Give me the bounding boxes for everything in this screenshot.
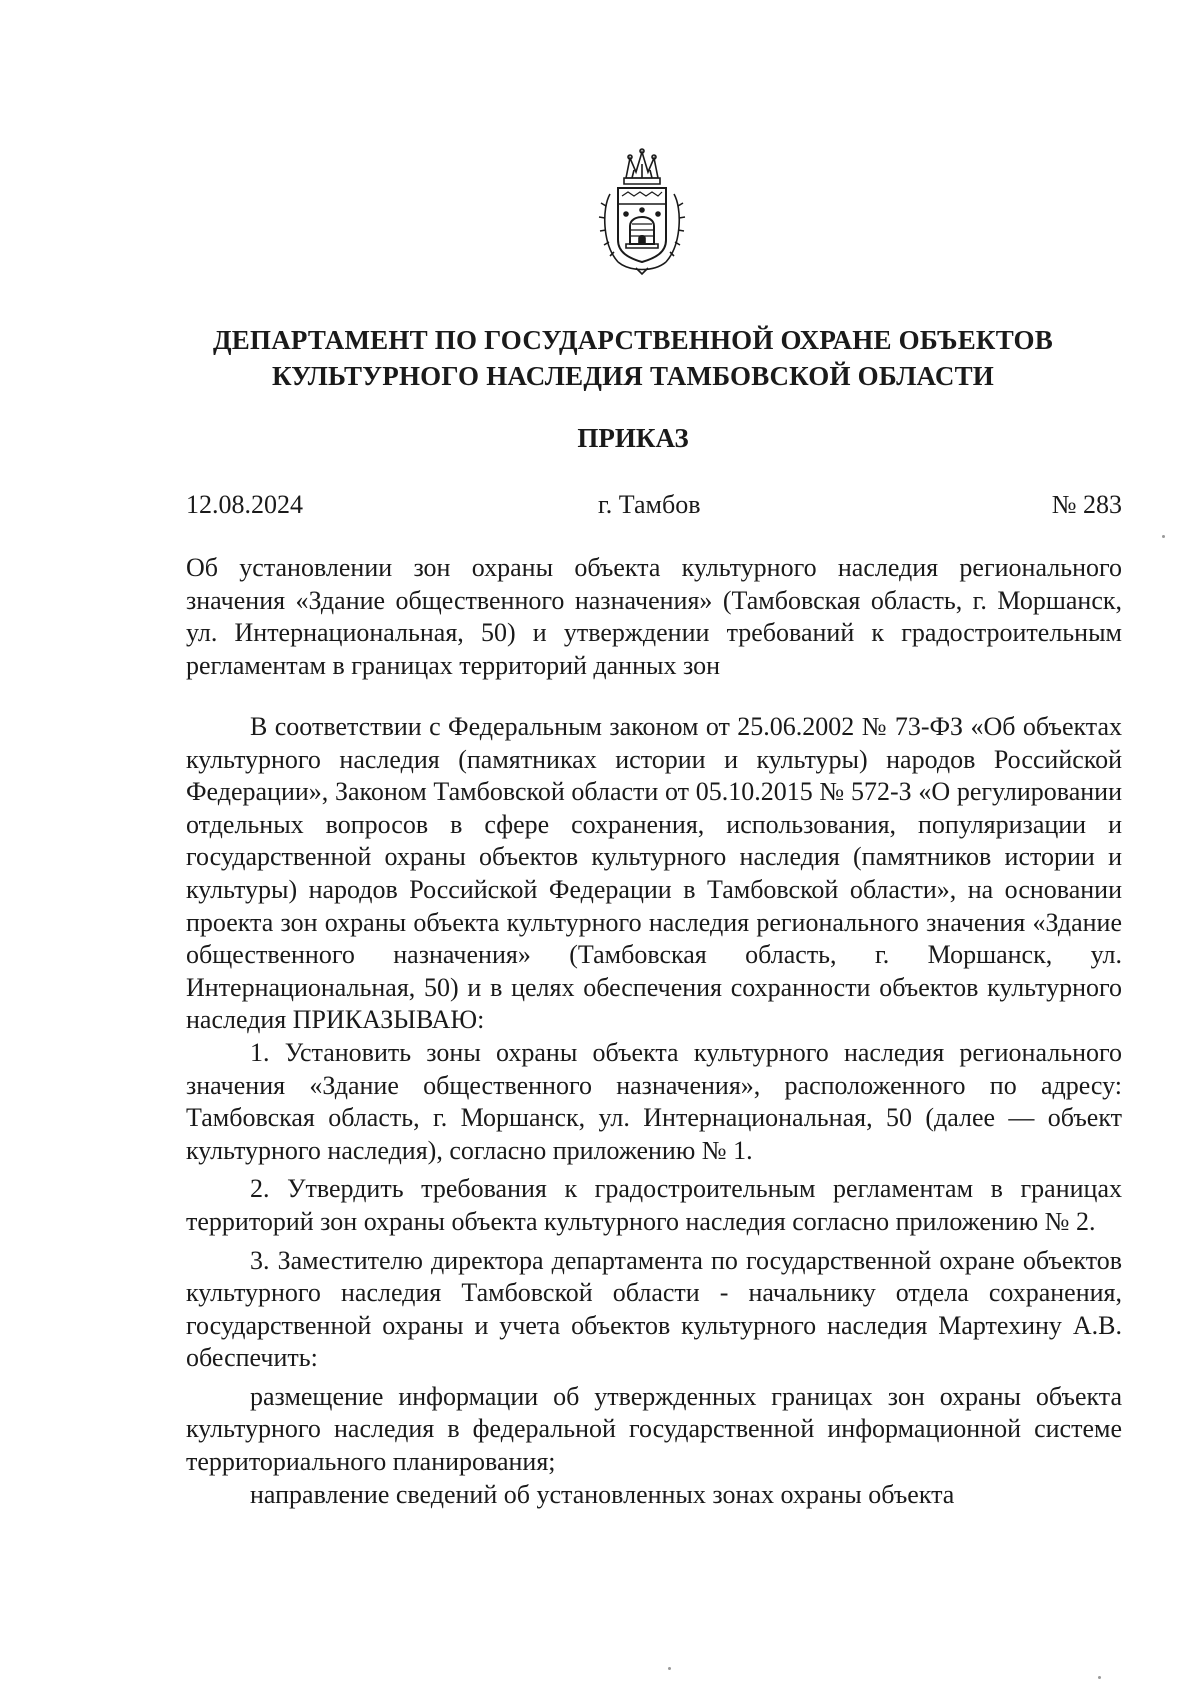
item-3-subitem-1: размещение информации об утвержденных границах зон охраны объекта культурного наследия в федеральной государственной информационной системе территориального планирования; bbox=[186, 1381, 1122, 1477]
order-subject bbox=[186, 552, 1122, 682]
document-type: ПРИКАЗ bbox=[577, 423, 689, 453]
item-3-paragraph: 3. Заместителю директора департамента по государственной охране объектов культурного наследия Тамбовской области - начальнику отдела сохранения, государственной охраны и учета объектов культурного наследия Мартехину А.В. обеспечить: bbox=[186, 1245, 1122, 1373]
order-date: 12.08.2024 bbox=[186, 490, 303, 519]
order-city: г. Тамбов bbox=[598, 490, 701, 519]
coat-of-arms-icon bbox=[596, 148, 688, 276]
order-number: № 283 bbox=[1051, 490, 1122, 519]
department-name-line1: ДЕПАРТАМЕНТ ПО ГОСУДАРСТВЕННОЙ ОХРАНЕ ОБЪЕКТОВ bbox=[213, 325, 1053, 355]
order-body bbox=[186, 711, 1122, 1511]
item-1-paragraph: 1. Установить зоны охраны объекта культурного наследия регионального значения «Здание общественного назначения», расположенного по адресу: Тамбовская область, г. Моршанск, ул. Интернациональная, 50 (далее — объект культурного наследия), согласно приложению № 1. bbox=[186, 1037, 1122, 1165]
scan-speck bbox=[668, 1667, 671, 1670]
preamble-paragraph: В соответствии с Федеральным законом от 25.06.2002 № 73-ФЗ «Об объектах культурного наследия (памятниках истории и культуры) народов Российской Федерации», Законом Тамбовской области от 05.10.2015 № 572-З «О регулировании отдельных вопросов в сфере сохранения, использования, популяризации и государственной охраны объектов культурного наследия (памятников истории и культуры) народов Российской Федерации в Тамбовской области», на основании проекта зон охраны объекта культурного наследия регионального значения «Здание общественного назначения» (Тамбовская область, г. Моршанск, ул. Интернациональная, 50) и в целях обеспечения сохранности объектов культурного наследия ПРИКАЗЫВАЮ: bbox=[186, 712, 1122, 1035]
scan-speck bbox=[1162, 535, 1165, 538]
item-3-subitem-2: направление сведений об установленных зонах охраны объекта bbox=[250, 1479, 955, 1509]
department-name bbox=[150, 322, 1116, 394]
subject-text: Об установлении зон охраны объекта культурного наследия регионального значения «Здание общественного назначения» (Тамбовская область, г. Моршанск, ул. Интернациональная, 50) и утверждении требований к градостроительным регламентам в границах территорий данных зон bbox=[186, 553, 1122, 680]
item-2-paragraph: 2. Утвердить требования к градостроительным регламентам в границах территорий зон охраны объекта культурного наследия согласно приложению № 2. bbox=[186, 1174, 1122, 1236]
scan-speck bbox=[1098, 1676, 1101, 1679]
department-name-line2: КУЛЬТУРНОГО НАСЛЕДИЯ ТАМБОВСКОЙ ОБЛАСТИ bbox=[272, 361, 994, 391]
